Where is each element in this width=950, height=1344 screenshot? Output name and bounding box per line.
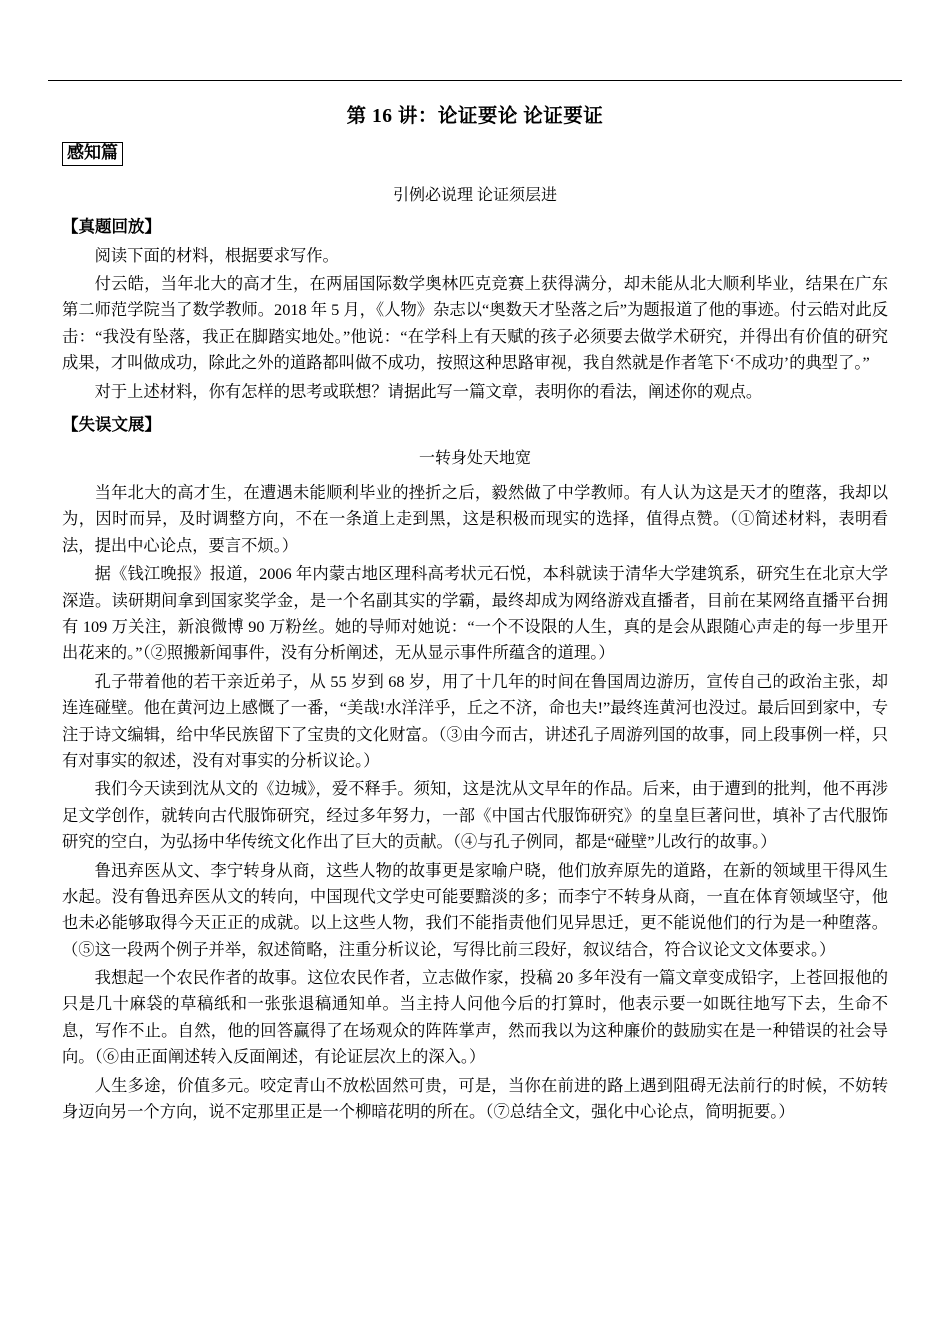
essay-paragraph: 人生多途，价值多元。咬定青山不放松固然可贵，可是，当你在前进的路上遇到阻碍无法前行的时候，不妨转身迈向另一个方向，说不定那里正是一个柳暗花明的所在。（⑦总结全文，强化中心论点，简明扼要。） bbox=[62, 1075, 888, 1122]
prompt-body: 付云皓，当年北大的高才生，在两届国际数学奥林匹克竞赛上获得满分，却未能从北大顺利毕业，结果在广东第二师范学院当了数学教师。2018 年 5 月，《人物》杂志以“奥数天才坠落之后”为题报道了他的事迹。付云皓对此反击：“我没有坠落，我正在脚踏实地处。”他说：“在学科上有天赋的孩子必须要去做学术研究，并得出有价值的研究成果，才叫做成功，除此之外的道路都叫做不成功，按照这种思路审视，我自然就是作者笔下‘不成功’的典型了。” bbox=[62, 274, 888, 373]
header-divider bbox=[48, 80, 902, 81]
prompt-task: 对于上述材料，你有怎样的思考或联想？请据此写一篇文章，表明你的看法，阐述你的观点。 bbox=[94, 381, 763, 401]
section-label: 感知篇 bbox=[62, 142, 123, 166]
section-label-wrapper bbox=[62, 142, 888, 174]
essay-paragraph: 鲁迅弃医从文、李宁转身从商，这些人物的故事更是家喻户晓，他们放弃原先的道路，在新的领域里干得风生水起。没有鲁迅弃医从文的转向，中国现代文学史可能要黯淡的多；而李宁不转身从商，一直在体育领域坚守，他也未必能够取得今天正正的成就。以上这些人物，我们不能指责他们见异思迁，更不能说他们的行为是一种堕落。（⑤这一段两个例子并举，叙述简略，注重分析议论，写得比前三段好，叙议结合，符合议论文文体要求。） bbox=[62, 860, 888, 959]
essay-title: 一转身处天地宽 bbox=[418, 450, 531, 468]
essay-paragraph: 当年北大的高才生，在遭遇未能顺利毕业的挫折之后，毅然做了中学教师。有人认为这是天才的堕落，我却以为，因时而异，及时调整方向，不在一条道上走到黑，这是积极而现实的选择，值得点赞。（①简述材料，表明看法，提出中心论点，要言不烦。） bbox=[62, 483, 888, 555]
essay-paragraph: 孔子带着他的若干亲近弟子，从 55 岁到 68 岁，用了十几年的时间在鲁国周边游历，宣传自己的政治主张，却连连碰壁。他在黄河边上感慨了一番，“美哉!水洋洋乎，丘之不济，命也夫!”最终连黄河也没过。最后回到家中，专注于诗文编辑，给中华民族留下了宝贵的文化财富。（③由今而古，讲述孔子周游列国的故事，同上段事例一样，只有对事实的叙述，没有对事实的分析议论。） bbox=[62, 671, 888, 770]
heading-flawed-essay: 【失误文展】 bbox=[62, 415, 161, 435]
subtitle: 引例必说理 论证须层进 bbox=[392, 186, 557, 204]
essay-paragraph: 据《钱江晚报》报道，2006 年内蒙古地区理科高考状元石悦，本科就读于清华大学建筑系，研究生在北京大学深造。读研期间拿到国家奖学金，是一个名副其实的学霸，最终却成为网络游戏直播者，目前在某网络直播平台拥有 109 万关注，新浪微博 90 万粉丝。她的导师对她说：“一个不设限的人生，真的是会从跟随心声走的每一步里开出花来的。”（②照搬新闻事件，没有分析阐述，无从显示事件所蕴含的道理。） bbox=[62, 564, 888, 663]
essay-paragraph: 我想起一个农民作者的故事。这位农民作者，立志做作家，投稿 20 多年没有一篇文章变成铅字，上苍回报他的只是几十麻袋的草稿纸和一张张退稿通知单。当主持人问他今后的打算时，他表示要一如既往地写下去，生命不息，写作不止。自然，他的回答赢得了在场观众的阵阵掌声，然而我以为这种廉价的鼓励实在是一种错误的社会导向。（⑥由正面阐述转入反面阐述，有论证层次上的深入。） bbox=[62, 968, 888, 1067]
heading-real-question: 【真题回放】 bbox=[62, 216, 161, 236]
page-title: 第 16 讲：论证要论 论证要证 bbox=[346, 106, 604, 127]
essay-paragraph: 我们今天读到沈从文的《边城》，爱不释手。须知，这是沈从文早年的作品。后来，由于遭到的批判，他不再涉足文学创作，就转向古代服饰研究，经过多年努力，一部《中国古代服饰研究》的皇皇巨著问世，填补了古代服饰研究的空白，为弘扬中华传统文化作出了巨大的贡献。（④与孔子例同，都是“碰壁”儿改行的故事。） bbox=[62, 779, 888, 852]
prompt-intro: 阅读下面的材料，根据要求写作。 bbox=[94, 245, 339, 265]
